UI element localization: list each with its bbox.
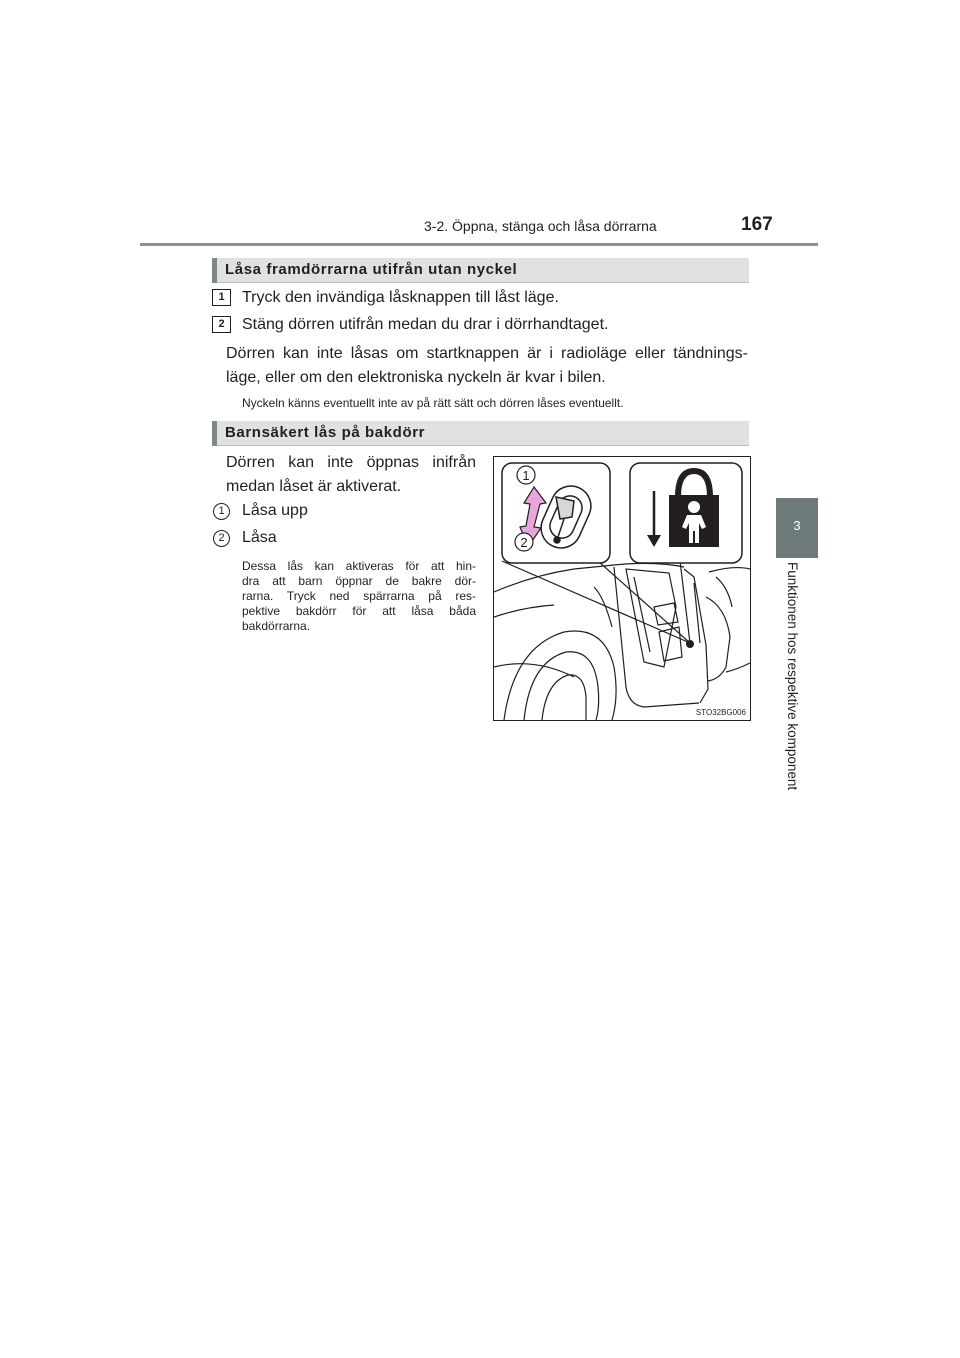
note-text: Nyckeln känns eventuellt inte av på rätt sätt och dörren låses eventuellt. — [242, 396, 624, 410]
note-line: Dessa lås kan aktiveras för att hin- — [242, 559, 476, 573]
child-lock-illustration — [493, 456, 751, 721]
paragraph-line: läge, eller om den elektroniska nyckeln är kvar i bilen. — [226, 369, 606, 386]
figure-code: STO32BG006 — [695, 708, 746, 717]
item-label: Låsa upp — [242, 502, 308, 519]
step-text: Stäng dörren utifrån medan du drar i dörrhandtaget. — [242, 316, 609, 333]
heading-bar — [212, 421, 217, 446]
heading-bar — [212, 258, 217, 283]
callout-2: 2 — [520, 535, 528, 550]
section-title: Låsa framdörrarna utifrån utan nyckel — [225, 261, 518, 278]
note-line: rarna. Tryck ned spärrarna på res- — [242, 589, 476, 603]
section-heading-front-doors — [212, 258, 749, 283]
item-number-circle: 2 — [213, 530, 230, 547]
section-title: Barnsäkert lås på bakdörr — [225, 424, 426, 441]
note-line: pektive bakdörr för att låsa båda — [242, 604, 476, 618]
header-rule — [140, 243, 818, 246]
section-heading-child-lock — [212, 421, 749, 446]
item-number-circle: 1 — [213, 503, 230, 520]
step-number-box: 1 — [212, 289, 231, 306]
chapter-title: Funktionen hos respektive komponent — [785, 562, 800, 791]
step-text: Tryck den invändiga låsknappen till låst läge. — [242, 289, 559, 306]
paragraph-line: Dörren kan inte låsas om startknappen är i radioläge eller tändnings- — [226, 345, 748, 362]
intro-line: Dörren kan inte öppnas inifrån — [226, 454, 476, 471]
page-number: 167 — [741, 214, 773, 235]
item-label: Låsa — [242, 529, 277, 546]
running-header-section: 3-2. Öppna, stänga och låsa dörrarna — [424, 218, 657, 234]
step-number-box: 2 — [212, 316, 231, 333]
car-door-drawing — [494, 457, 750, 720]
callout-1: 1 — [522, 468, 530, 483]
intro-line: medan låset är aktiverat. — [226, 478, 402, 495]
note-line: bakdörrarna. — [242, 619, 311, 633]
chapter-number: 3 — [793, 518, 801, 533]
note-line: dra att barn öppnar de bakre dör- — [242, 574, 476, 588]
